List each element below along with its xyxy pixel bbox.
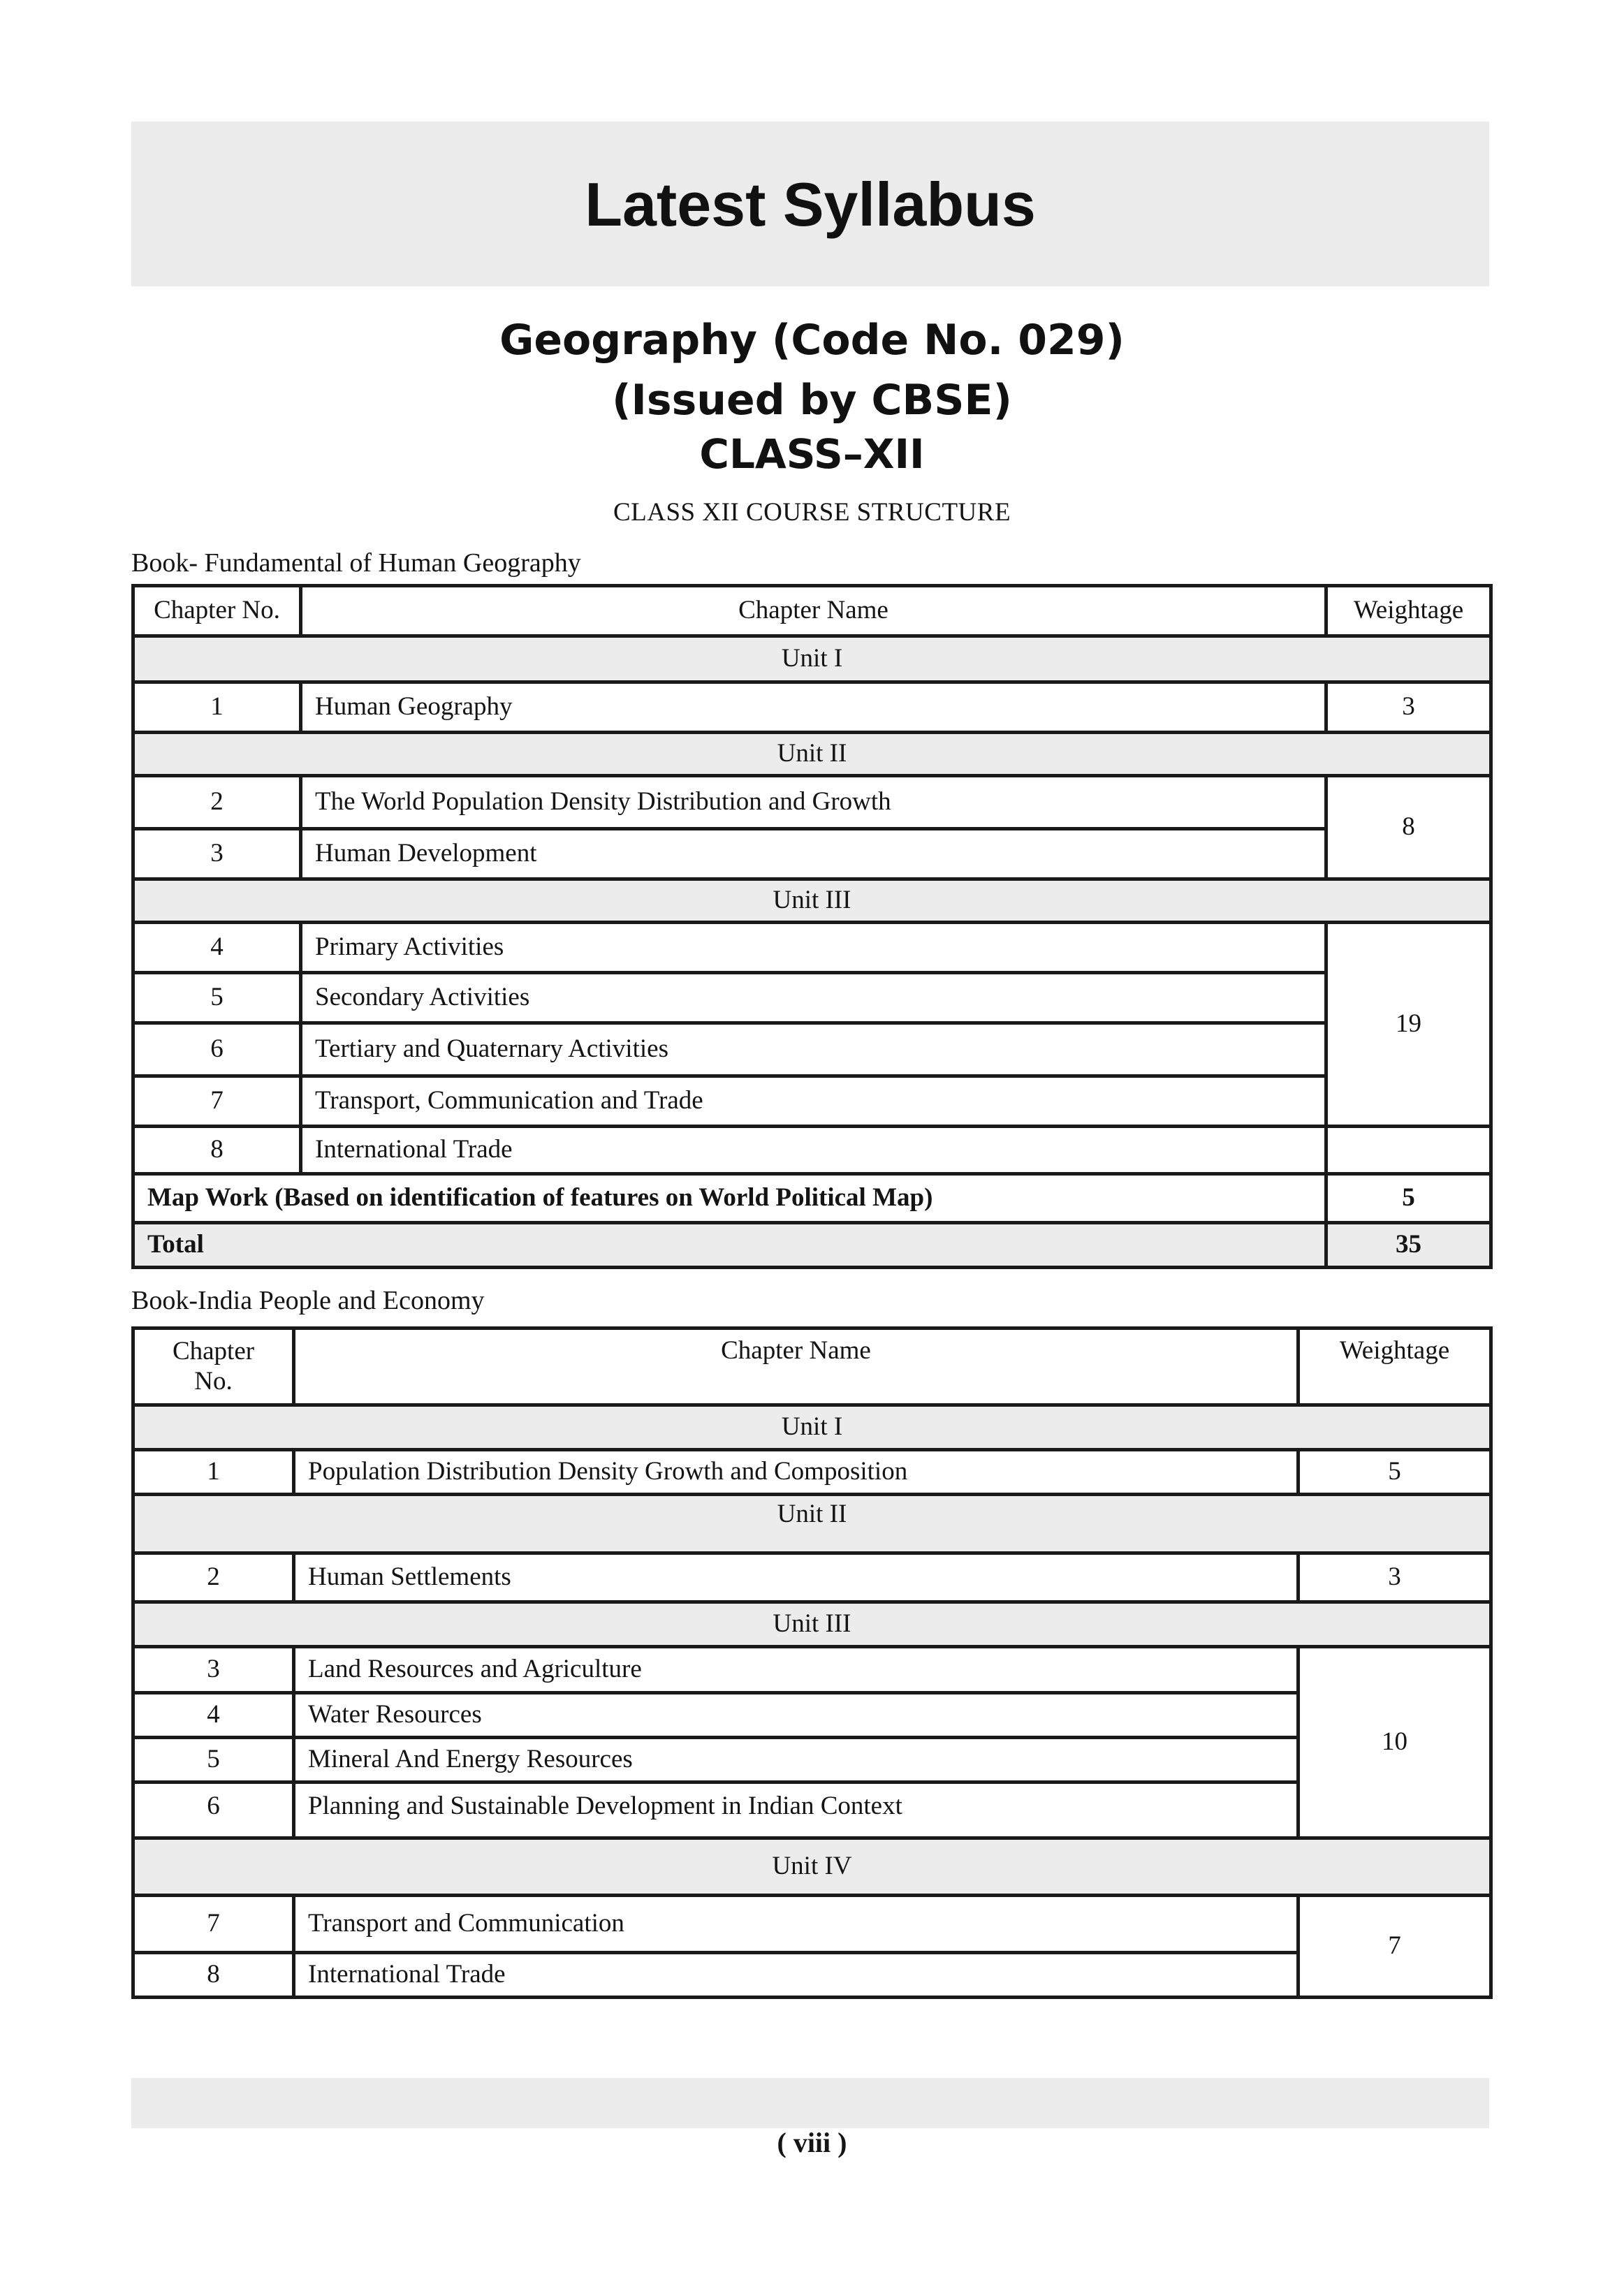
class-heading: CLASS–XII	[699, 430, 925, 478]
table-row	[133, 1782, 1491, 1838]
chapter-no: 3	[133, 1647, 294, 1693]
weightage: 3	[1299, 1553, 1491, 1602]
unit-row	[133, 1495, 1491, 1553]
table-row	[133, 1953, 1491, 1998]
map-work-label: Map Work (Based on identification of features on World Political Map)	[133, 1174, 1326, 1223]
book1-table	[131, 584, 1493, 1269]
weightage: 7	[1299, 1896, 1491, 1998]
table-row	[133, 1738, 1491, 1782]
header-chapter-name: Chapter Name	[301, 586, 1326, 636]
chapter-no: 8	[133, 1127, 301, 1174]
chapter-name: Water Resources	[294, 1693, 1299, 1738]
book2-table	[131, 1326, 1493, 1999]
header-chapter-name: Chapter Name	[294, 1328, 1299, 1405]
chapter-no: 1	[133, 1450, 294, 1495]
unit-label: Unit I	[133, 636, 1491, 682]
header-chapter-no	[133, 1328, 294, 1405]
unit-row	[133, 733, 1491, 776]
chapter-no: 7	[133, 1076, 301, 1127]
weightage	[1326, 1127, 1491, 1174]
chapter-name: Human Geography	[301, 682, 1326, 733]
table-row	[133, 1450, 1491, 1495]
chapter-name: Human Settlements	[294, 1553, 1299, 1602]
chapter-no: 4	[133, 1693, 294, 1738]
table-row	[133, 1076, 1491, 1127]
table-row	[133, 776, 1491, 829]
map-work-row	[133, 1174, 1491, 1223]
table-row	[133, 1896, 1491, 1953]
chapter-name: The World Population Density Distribution and Growth	[301, 776, 1326, 829]
book1-label: Book- Fundamental of Human Geography	[131, 548, 581, 578]
chapter-name: Population Distribution Density Growth and Composition	[294, 1450, 1299, 1495]
table-row	[133, 829, 1491, 879]
title-banner	[131, 122, 1489, 286]
chapter-name: Mineral And Energy Resources	[294, 1738, 1299, 1782]
chapter-no: 2	[133, 1553, 294, 1602]
unit-label: Unit II	[133, 733, 1491, 776]
chapter-no: 6	[133, 1782, 294, 1838]
table-row	[133, 1693, 1491, 1738]
chapter-name: International Trade	[301, 1127, 1326, 1174]
chapter-no: 1	[133, 682, 301, 733]
unit-row	[133, 1405, 1491, 1450]
chapter-no: 5	[133, 973, 301, 1023]
unit-label: Unit III	[133, 879, 1491, 923]
chapter-no: 3	[133, 829, 301, 879]
page-number: ( viii )	[777, 2127, 847, 2158]
chapter-name: Tertiary and Quaternary Activities	[301, 1023, 1326, 1076]
header-chapter-no: Chapter No.	[133, 586, 301, 636]
weightage: 5	[1299, 1450, 1491, 1495]
course-structure-heading: CLASS XII COURSE STRUCTURE	[613, 498, 1011, 527]
unit-label: Unit IV	[133, 1838, 1491, 1896]
weightage: 8	[1326, 776, 1491, 879]
table-row	[133, 923, 1491, 973]
header-weightage: Weightage	[1326, 586, 1491, 636]
chapter-name: Transport and Communication	[294, 1896, 1299, 1953]
total-label: Total	[133, 1223, 1326, 1268]
unit-row	[133, 879, 1491, 923]
table-header-row	[133, 1328, 1491, 1405]
table-row	[133, 1647, 1491, 1693]
unit-row	[133, 1602, 1491, 1647]
chapter-no: 7	[133, 1896, 294, 1953]
footer-bar	[131, 2078, 1489, 2128]
chapter-name: International Trade	[294, 1953, 1299, 1998]
unit-row	[133, 636, 1491, 682]
unit-label: Unit I	[133, 1405, 1491, 1450]
table-row	[133, 682, 1491, 733]
total-row	[133, 1223, 1491, 1268]
chapter-name: Transport, Communication and Trade	[301, 1076, 1326, 1127]
chapter-no: 2	[133, 776, 301, 829]
unit-label: Unit III	[133, 1602, 1491, 1647]
unit-row	[133, 1838, 1491, 1896]
table-row	[133, 1553, 1491, 1602]
book2-label: Book-India People and Economy	[131, 1286, 485, 1315]
header-weightage: Weightage	[1299, 1328, 1491, 1405]
chapter-name: Human Development	[301, 829, 1326, 879]
chapter-no: 4	[133, 923, 301, 973]
header-chapter-no-text: Chapter No.	[172, 1337, 255, 1396]
chapter-name: Land Resources and Agriculture	[294, 1647, 1299, 1693]
table-header-row	[133, 586, 1491, 636]
total-weightage: 35	[1326, 1223, 1491, 1268]
weightage: 3	[1326, 682, 1491, 733]
issued-by-heading: (Issued by CBSE)	[612, 376, 1012, 425]
table-row	[133, 1023, 1491, 1076]
chapter-no: 6	[133, 1023, 301, 1076]
chapter-no: 5	[133, 1738, 294, 1782]
table-row	[133, 973, 1491, 1023]
map-work-weightage: 5	[1326, 1174, 1491, 1223]
table-row	[133, 1127, 1491, 1174]
weightage: 10	[1299, 1647, 1491, 1838]
subject-heading: Geography (Code No. 029)	[499, 316, 1125, 365]
chapter-no: 8	[133, 1953, 294, 1998]
chapter-name: Primary Activities	[301, 923, 1326, 973]
page-title: Latest Syllabus	[585, 170, 1036, 239]
chapter-name: Planning and Sustainable Development in Indian Context	[294, 1782, 1299, 1838]
chapter-name: Secondary Activities	[301, 973, 1326, 1023]
unit-label: Unit II	[133, 1495, 1491, 1553]
weightage: 19	[1326, 923, 1491, 1127]
